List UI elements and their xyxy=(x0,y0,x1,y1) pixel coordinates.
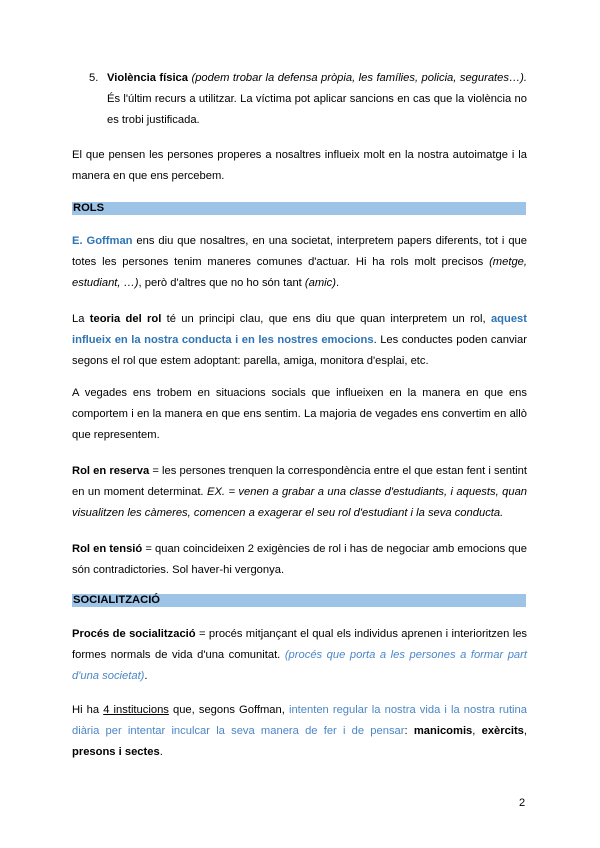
list-item-text: És l'últim recurs a utilitzar. La víctima pot aplicar sancions en cas que la violència no es trobi justificada. xyxy=(107,93,527,126)
institucio-presons-sectes: presons i sectes xyxy=(72,746,160,758)
tensio-term: Rol en tensió xyxy=(72,543,143,555)
paragraph-teoria-rol xyxy=(72,309,527,372)
proces-text: = procés mitjançant el qual els individus aprenen i interioritzen les formes normals de vida d'una comunitat. xyxy=(72,628,528,661)
goffman-example-1: (metge, estudiant, …) xyxy=(72,256,527,289)
goffman-text-2: , però d'altres que no ho són tant xyxy=(138,277,305,289)
list-item-title: Violència física xyxy=(107,72,188,84)
institucions-underlined: 4 institucions xyxy=(103,704,169,716)
institucions-pre: Hi ha xyxy=(72,704,104,716)
teoria-text-1: té un principi clau, que ens diu que quan interpretem un rol, xyxy=(161,313,491,325)
paragraph-vegades: A vegades ens trobem en situacions socials que influeixen en la manera en que ens comportem i en la manera en que ens sentim. La majoria de vegades ens convertim en allò que representem. xyxy=(72,387,527,441)
goffman-example-2: (amic) xyxy=(304,277,336,289)
tensio-text: = quan coincideixen 2 exigències de rol i has de negociar amb emocions que són contradictories. Sol haver-hi vergonya. xyxy=(72,543,527,576)
proces-end: . xyxy=(144,670,148,682)
goffman-name: E. Goffman xyxy=(72,235,133,247)
list-item-violencia-fisica xyxy=(90,68,527,131)
proces-note: (procés que porta a les persones a formar part d'una societat) xyxy=(72,649,527,682)
section-heading-socialitzacio: SOCIALITZACIÓ xyxy=(72,594,526,607)
page-number: 2 xyxy=(519,797,526,809)
paragraph-institucions xyxy=(72,700,527,763)
reserva-term: Rol en reserva xyxy=(72,465,150,477)
paragraph-goffman xyxy=(72,231,527,294)
teoria-term: teoria del rol xyxy=(89,313,162,325)
institucions-text-1: que, segons Goffman, xyxy=(168,704,289,716)
section-heading-rols: ROLS xyxy=(72,202,526,215)
list-number: 5. xyxy=(89,72,99,84)
institucions-sep-1: , xyxy=(472,725,482,737)
paragraph-rol-tensio xyxy=(72,539,527,581)
institucions-blue-text: intenten regular la nostra vida i la nostra rutina diària per intentar inculcar la seva manera de fer i de pensar xyxy=(72,704,527,737)
reserva-example: EX. = venen a grabar a una classe d'estudiants, i aquests, quan visualitzen les càmeres, comencen a exagerar el seu rol d'estudiant i la seva conducta. xyxy=(72,486,528,519)
teoria-pre: La xyxy=(72,313,90,325)
teoria-highlight: aquest influeix en la nostra conducta i en les nostres emocions xyxy=(72,313,527,346)
teoria-text-2: . Les conductes poden canviar segons el rol que estem adoptant: parella, amiga, monitora d'esplai, etc. xyxy=(72,334,527,367)
paragraph-autoimatge: El que pensen les persones properes a nosaltres influeix molt en la nostra autoimatge i la manera en que ens percebem. xyxy=(72,149,527,182)
institucions-sep-2: , xyxy=(523,725,528,737)
paragraph-rol-reserva xyxy=(72,461,527,524)
institucio-manicomis: manicomis xyxy=(413,725,473,737)
paragraph-proces-socialitzacio xyxy=(72,624,527,687)
goffman-text-1: ens diu que nosaltres, en una societat, interpretem papers diferents, tot i que totes les persones tenim maneres comunes d'actuar. Hi ha rols molt precisos xyxy=(72,235,527,268)
list-item-note: (podem trobar la defensa pròpia, les famílies, policia, segurates…). xyxy=(191,72,527,84)
proces-term: Procés de socialització xyxy=(72,628,196,640)
institucio-exercits: exèrcits xyxy=(481,725,524,737)
reserva-text: = les persones trenquen la correspondència entre el que estan fent i sentint en un moment determinat. xyxy=(72,465,527,498)
goffman-text-3: . xyxy=(335,277,340,289)
institucions-text-2: : xyxy=(404,725,414,737)
institucions-end: . xyxy=(159,746,163,758)
